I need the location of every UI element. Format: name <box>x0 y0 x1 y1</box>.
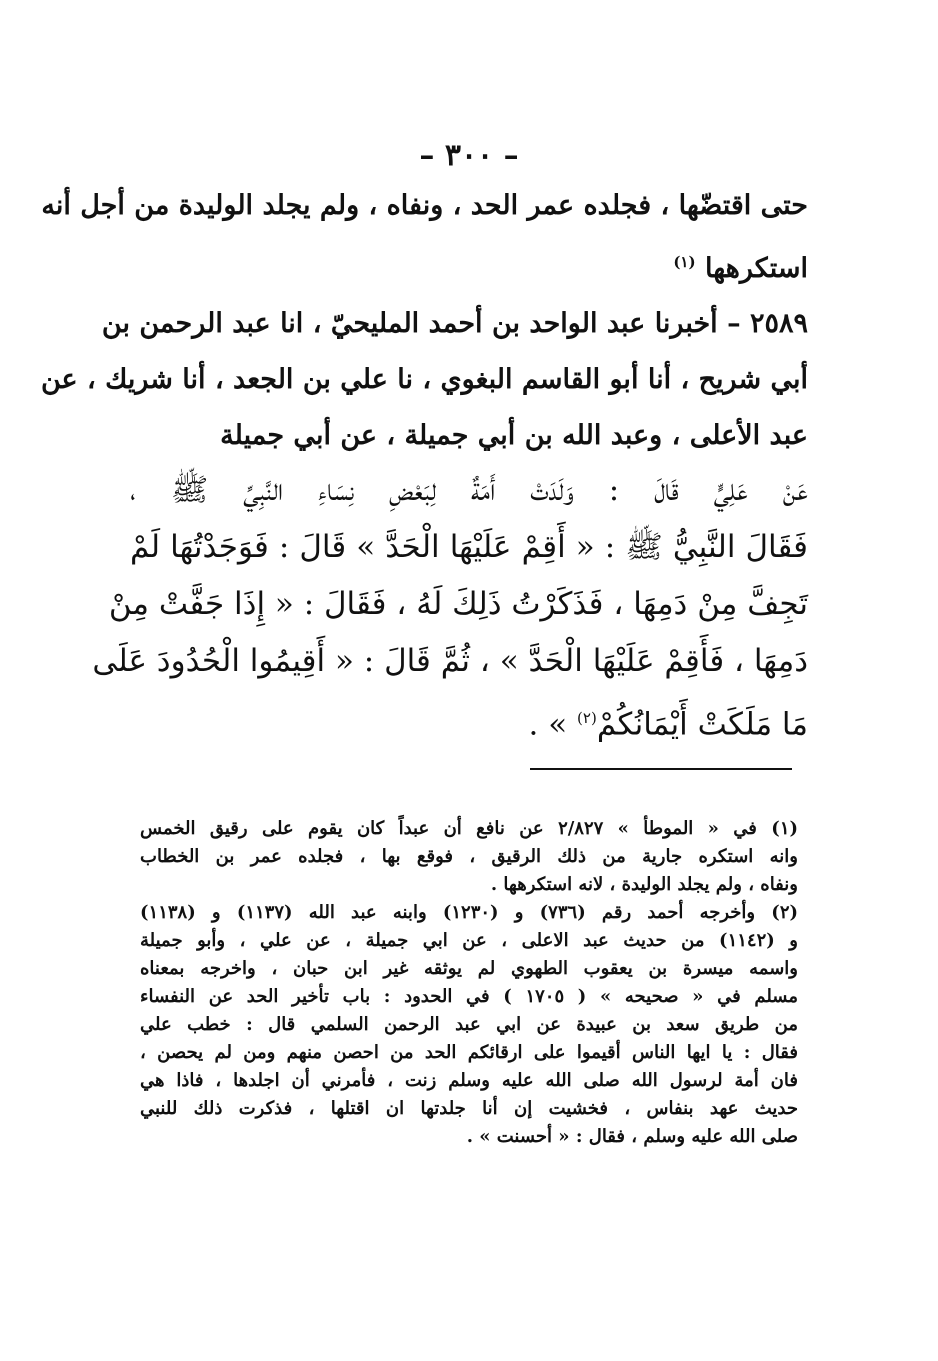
text-line: عبد الأعلى ، وعبد الله بن أبي جميلة ، عن أبي جميلة <box>220 420 808 451</box>
footnote-ref-1: (١) <box>673 253 696 271</box>
hadith-line <box>130 690 808 747</box>
text-line-content: استكرهها <box>705 253 808 284</box>
footnote-separator <box>530 768 792 770</box>
footnote-line: واسمه ميسرة بن يعقوب الطهوي لم يوثقه غير ابن حبان ، واخرجه بمعناه <box>140 958 798 979</box>
footnotes <box>140 815 798 1151</box>
footnote-line: و (١١٤٢) من حديث عبد الاعلى ، عن ابي جميلة ، عن علي ، وأبو جميلة <box>140 930 798 951</box>
footnote-line: صلى الله عليه وسلم ، فقال : « أحسنت » . <box>466 1126 798 1147</box>
hadith-line: دَمِهَا ، فَأَقِمْ عَلَيْهَا الْحَدَّ » ، ثُمَّ قَالَ : « أَقِيمُوا الْحُدُودَ عَلَى <box>92 643 808 679</box>
footnote-line: حديث عهد بنفاس ، فخشيت إن أنا جلدتها ان اقتلها ، فذكرت ذلك للنبي <box>140 1098 798 1119</box>
text-line: ٢٥٨٩ – أخبرنا عبد الواحد بن أحمد المليحيّ ، انا عبد الرحمن بن <box>101 308 808 339</box>
text-line <box>130 234 808 290</box>
text-line: أبي شريح ، أنا أبو القاسم البغوي ، نا علي بن الجعد ، أنا شريك ، عن <box>40 364 808 395</box>
hadith-line: تَجِفَّ مِنْ دَمِهَا ، فَذَكَرْتُ ذَلِكَ لَهُ ، فَقَالَ : « إِذَا جَفَّتْ مِنْ <box>108 586 808 622</box>
page-number: – ٣٠٠ – <box>419 138 519 173</box>
hadith-closing: » . <box>528 706 578 743</box>
footnote-line: من طريق سعد بن عبيدة عن ابي عبد الرحمن السلمي قال : خطب علي <box>140 1014 798 1035</box>
footnote-line: فان أمة لرسول الله صلى الله عليه وسلم زنت ، فأمرني أن اجلدها ، فاذا هي <box>140 1070 798 1091</box>
footnote-line: وانه استكره جارية من ذلك الرقيق ، فوقع بها ، فجلده عمر بن الخطاب <box>140 846 798 867</box>
hadith-line-content: مَا مَلَكَتْ أَيْمَانُكُمْ <box>596 706 808 743</box>
footnote-line: (١) في « الموطأ » ٢/٨٢٧ عن نافع أن عبداً كان يقوم على رقيق الخمس <box>140 818 799 839</box>
continuation-paragraph <box>41 178 808 290</box>
hadith-line: عَنْ عَلِيٍّ قَالَ : وَلَدَتْ أَمَةٌ لِبَعْضِ نِسَاءِ النَّبِيِّ ﷺ ، <box>130 472 808 508</box>
hadith-line: فَقَالَ النَّبِيُّ ﷺ : « أَقِمْ عَلَيْهَا الْحَدَّ » قَالَ : فَوَجَدْتُهَا لَمْ <box>130 529 808 565</box>
footnote-line: (٢) وأخرجه أحمد رقم (٧٣٦) و (١٢٣٠) وابنه عبد الله (١١٣٧) و (١١٣٨) <box>140 902 799 923</box>
footnote-line: مسلم في « صحيحه » ( ١٧٠٥ ) في الحدود : باب تأخير الحد عن النفساء <box>140 986 798 1007</box>
footnote-line: ونفاه ، ولم يجلد الوليدة ، لانه استكرهها . <box>490 874 798 895</box>
footnote-line: فقال : يا ايها الناس أقيموا على ارقائكم الحد من احصن منهم ومن لم يحصن ، <box>140 1042 798 1063</box>
hadith-text <box>92 462 808 747</box>
footnote-ref-2: (٢) <box>577 709 597 727</box>
text-line: حتى اقتضّها ، فجلده عمر الحد ، ونفاه ، ولم يجلد الوليدة من أجل أنه <box>41 190 808 221</box>
isnad-paragraph <box>40 296 808 464</box>
